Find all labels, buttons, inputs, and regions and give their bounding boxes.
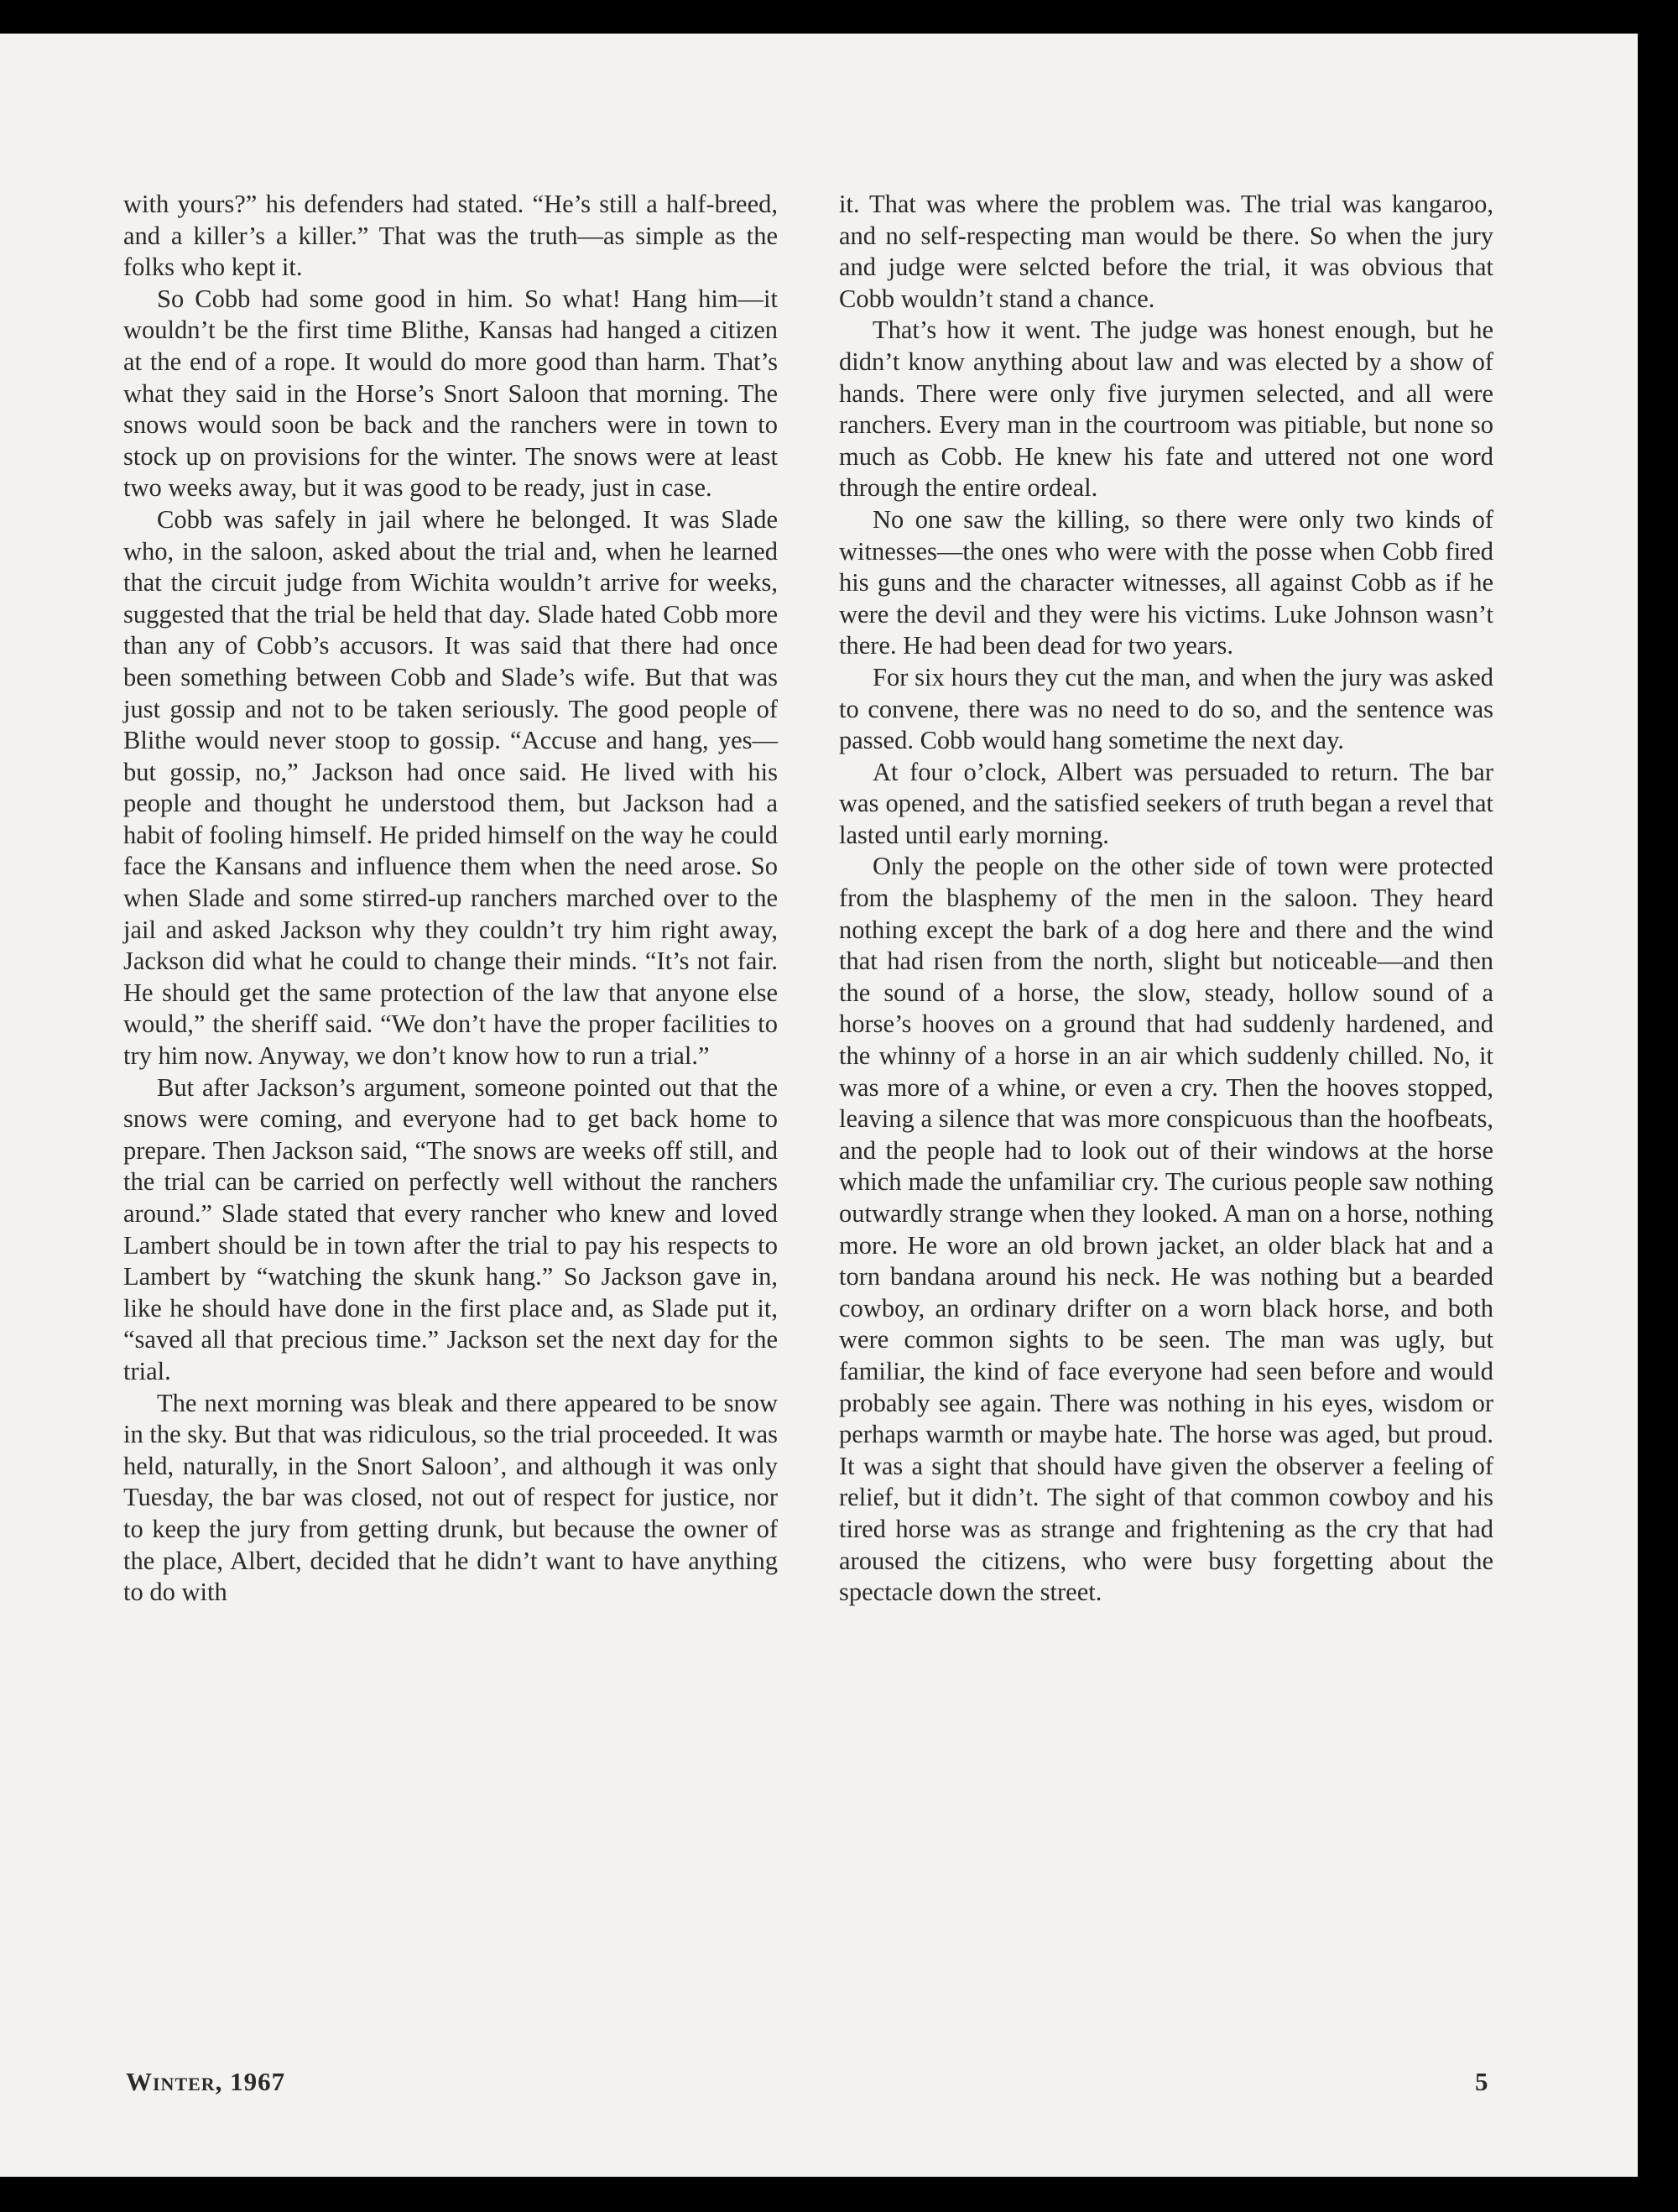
paragraph: That’s how it went. The judge was honest enough, but he didn’t know anything about law and was elected by a show of hands. There were only five jurymen selected, and all were ranchers. Every man in the courtroom was pitiable, but none so much as Cobb. He knew his fate and uttered not one word through the entire ordeal.: [839, 316, 1493, 503]
paragraph: So Cobb had some good in him. So what! Hang him—it wouldn’t be the first time Blithe, Kansas had hanged a citizen at the end of a rope. It would do more good than harm. That’s what they said in the Horse’s Snort Saloon that morning. The snows would soon be back and the ranchers were in town to stock up on provisions for the winter. The snows were at least two weeks away, but it was good to be ready, just in case.: [123, 284, 778, 503]
left-text-column: [123, 189, 778, 1609]
paragraph: The next morning was bleak and there appeared to be snow in the sky. But that was ridiculous, so the trial proceeded. It was held, naturally, in the Snort Saloon’, and although it was only Tuesday, the bar was closed, not out of respect for justice, nor to keep the jury from getting drunk, but because the owner of the place, Albert, decided that he didn’t want to have anything to do with: [123, 1388, 778, 1607]
paragraph: Cobb was safely in jail where he belonged. It was Slade who, in the saloon, asked about the trial and, when he learned that the circuit judge from Wichita wouldn’t arrive for weeks, suggested that the trial be held that day. Slade hated Cobb more than any of Cobb’s accusors. It was said that there had once been something between Cobb and Slade’s wife. But that was just gossip and not to be taken seriously. The good people of Blithe would never stoop to gossip. “Accuse and hang, yes—but gossip, no,” Jackson had once said. He lived with his people and thought he understood them, but Jackson had a habit of fooling himself. He prided himself on the way he could face the Kansans and influence them when the need arose. So when Slade and some stirred-up ranchers marched over to the jail and asked Jackson why they couldn’t try him right away, Jackson did what he could to change their minds. “It’s not fair. He should get the same protection of the law that anyone else would,” the sheriff said. “We don’t have the proper facilities to try him now. Anyway, we don’t know how to run a trial.”: [123, 504, 778, 1071]
paragraph: At four o’clock, Albert was persuaded to return. The bar was opened, and the satisfied seekers of truth began a revel that lasted until early morning.: [839, 757, 1493, 849]
paragraph: No one saw the killing, so there were only two kinds of witnesses—the ones who were with the posse when Cobb fired his guns and the character witnesses, all against Cobb as if he were the devil and they were his victims. Luke Johnson wasn’t there. He had been dead for two years.: [839, 504, 1493, 660]
paragraph: For six hours they cut the man, and when the jury was asked to convene, there was no need to do so, and the sentence was passed. Cobb would hang sometime the next day.: [839, 662, 1493, 755]
paragraph: with yours?” his defenders had stated. “He’s still a half-breed, and a killer’s a killer.” That was the truth—as simple as the folks who kept it.: [123, 190, 778, 282]
magazine-page: [0, 34, 1638, 2177]
paragraph: Only the people on the other side of town were protected from the blasphemy of the men in the saloon. They heard nothing except the bark of a dog here and there and the wind that had risen from the north, slight but noticeable—and then the sound of a horse, the slow, steady, hollow sound of a horse’s hooves on a ground that had suddenly hardened, and the whinny of a horse in an air which suddenly chilled. No, it was more of a whine, or even a cry. Then the hooves stopped, leaving a silence that was more conspicuous than the hoofbeats, and the people had to look out of their windows at the horse which made the unfamiliar cry. The curious people saw nothing outwardly strange when they looked. A man on a horse, nothing more. He wore an old brown jacket, an older black hat and a torn bandana around his neck. He was nothing but a bearded cowboy, an ordinary drifter on a worn black horse, and both were common sights to be seen. The man was ugly, but familiar, the kind of face everyone had seen before and would probably see again. There was nothing in his eyes, wisdom or perhaps warmth or maybe hate. The horse was aged, but proud. It was a sight that should have given the observer a feeling of relief, but it didn’t. The sight of that common cowboy and his tired horse was as strange and frightening as the cry that had aroused the citizens, who were busy forgetting about the spectacle down the street.: [839, 852, 1493, 1607]
footer-issue-date: Winter, 1967: [126, 2067, 286, 2096]
page-number: 5: [1475, 2067, 1488, 2096]
right-text-column: [839, 189, 1493, 1609]
paragraph: But after Jackson’s argument, someone pointed out that the snows were coming, and everyone had to get back home to prepare. Then Jackson said, “The snows are weeks off still, and the trial can be carried on perfectly well without the ranchers around.” Slade stated that every rancher who knew and loved Lambert should be in town after the trial to pay his respects to Lambert by “watching the skunk hang.” So Jackson gave in, like he should have done in the first place and, as Slade put it, “saved all that precious time.” Jackson set the next day for the trial.: [123, 1072, 778, 1385]
paragraph: it. That was where the problem was. The trial was kangaroo, and no self-respecting man would be there. So when the jury and judge were selcted before the trial, it was obvious that Cobb wouldn’t stand a chance.: [839, 190, 1493, 313]
